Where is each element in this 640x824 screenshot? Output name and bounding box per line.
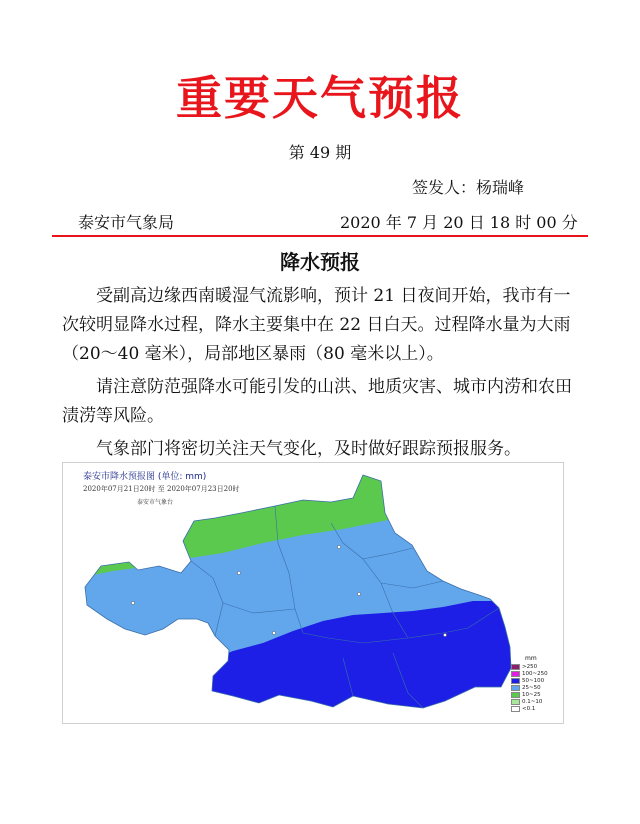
paragraph-warning: 请注意防范强降水可能引发的山洪、地质灾害、城市内涝和农田渍涝等风险。 xyxy=(62,377,572,426)
legend-label: 25~50 xyxy=(522,684,541,691)
legend-item xyxy=(511,698,548,705)
legend-swatch xyxy=(511,678,520,684)
legend-label: <0.1 xyxy=(522,705,536,712)
city-marker xyxy=(443,633,446,636)
section-title: 降水预报 xyxy=(280,250,360,274)
paragraph-forecast: 受副高边缘西南暖湿气流影响，预计 21 日夜间开始，我市有一次较明显降水过程，降水主要集中在 22 日白天。过程降水量为大雨（20～40 毫米），局部地区暴雨（80 毫米以上）。 xyxy=(62,286,571,364)
report-title: 重要天气预报 xyxy=(176,71,464,125)
map-period: 2020年07月21日20时 至 2020年07月23日20时 xyxy=(83,485,240,493)
legend-label: 50~100 xyxy=(522,677,545,684)
map-source: 泰安市气象台 xyxy=(137,499,174,506)
legend-item xyxy=(511,670,548,677)
signer: 签发人：杨瑞峰 xyxy=(412,178,525,197)
report-body xyxy=(62,282,582,468)
legend-swatch xyxy=(511,664,520,670)
legend-swatch xyxy=(511,692,520,698)
legend-item xyxy=(511,684,548,691)
legend-label: 0.1~10 xyxy=(522,698,543,705)
paragraph-followup: 气象部门将密切关注天气变化，及时做好跟踪预报服务。 xyxy=(96,439,521,459)
map-legend xyxy=(511,655,548,712)
legend-item xyxy=(511,691,548,698)
legend-label: 100~250 xyxy=(522,670,548,677)
legend-swatch xyxy=(511,671,520,677)
city-marker xyxy=(337,545,340,548)
legend-item xyxy=(511,705,548,712)
city-marker xyxy=(131,601,134,604)
city-marker xyxy=(272,631,275,634)
map-title: 泰安市降水预报图 (单位: mm) xyxy=(83,472,207,482)
precipitation-map xyxy=(62,462,564,724)
legend-label: >250 xyxy=(522,663,538,670)
issue-date: 2020 年 7 月 20 日 18 时 00 分 xyxy=(340,213,578,232)
legend-item xyxy=(511,677,548,684)
city-marker xyxy=(357,592,360,595)
issue-number: 第 49 期 xyxy=(288,143,352,162)
legend-label: 10~25 xyxy=(522,691,541,698)
legend-swatch xyxy=(511,699,520,705)
legend-unit: mm xyxy=(525,655,537,662)
header-divider xyxy=(52,235,588,237)
legend-item xyxy=(511,663,548,670)
city-marker xyxy=(237,571,240,574)
legend-swatch xyxy=(511,706,520,712)
issuing-organization: 泰安市气象局 xyxy=(78,213,175,232)
legend-swatch xyxy=(511,685,520,691)
